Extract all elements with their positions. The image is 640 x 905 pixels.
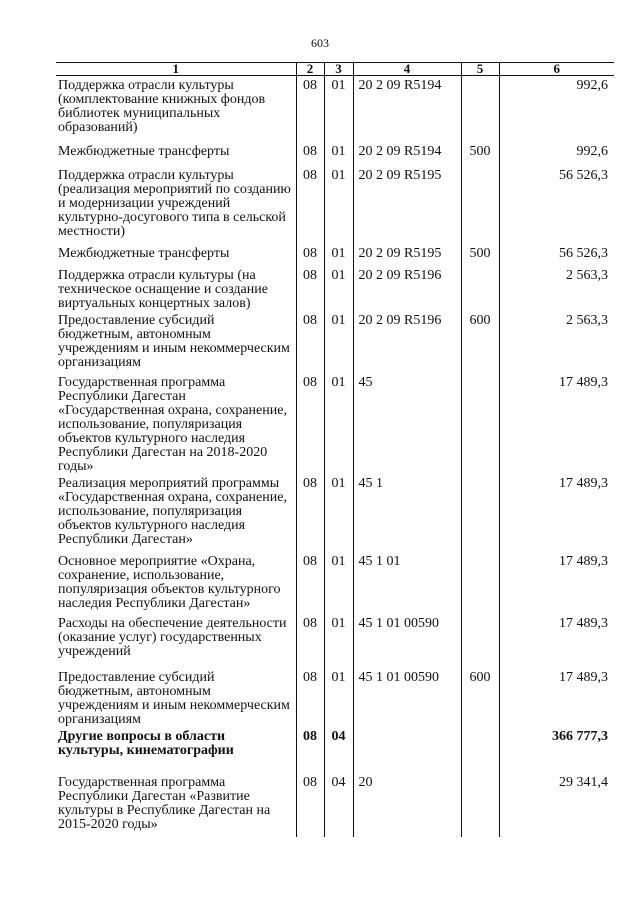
header-col-5: 5 bbox=[461, 63, 499, 76]
row-section-code: 08 bbox=[296, 266, 324, 311]
row-amount: 29 341,4 bbox=[499, 773, 614, 837]
table-row bbox=[56, 142, 614, 166]
row-section-code: 08 bbox=[296, 311, 324, 373]
row-name: Предоставление субсидий бюджетным, автономным учреждениям и иным некоммерческим организациям bbox=[58, 670, 290, 727]
row-subsection-code: 01 bbox=[324, 266, 353, 311]
row-expense-type: 500 bbox=[461, 142, 499, 166]
row-subsection-code: 04 bbox=[324, 727, 353, 773]
row-expense-type bbox=[461, 474, 499, 552]
row-expense-type bbox=[461, 373, 499, 474]
row-expense-type bbox=[461, 773, 499, 837]
row-expense-type bbox=[461, 614, 499, 668]
row-target-article: 45 1 01 00590 bbox=[353, 668, 461, 727]
row-subsection-code: 01 bbox=[324, 614, 353, 668]
row-subsection-code: 01 bbox=[324, 474, 353, 552]
table-body bbox=[56, 76, 614, 838]
row-subsection-code: 01 bbox=[324, 311, 353, 373]
row-expense-type: 600 bbox=[461, 668, 499, 727]
row-section-code: 08 bbox=[296, 166, 324, 244]
row-name: Поддержка отрасли культуры (реализация мероприятий по созданию и модернизации учреждений культурно-досугового типа в сельской местности) bbox=[58, 168, 291, 239]
row-amount: 17 489,3 bbox=[499, 668, 614, 727]
row-section-code: 08 bbox=[296, 142, 324, 166]
row-target-article: 20 2 09 R5195 bbox=[353, 244, 461, 266]
header-row bbox=[56, 63, 614, 76]
row-subsection-code: 01 bbox=[324, 668, 353, 727]
row-name: Основное мероприятие «Охрана, сохранение, использование, популяризация объектов культурного наследия Республики Дагестан» bbox=[58, 554, 281, 611]
row-amount: 56 526,3 bbox=[499, 244, 614, 266]
row-section-code: 08 bbox=[296, 668, 324, 727]
row-name: Межбюджетные трансферты bbox=[58, 144, 230, 159]
row-subsection-code: 01 bbox=[324, 142, 353, 166]
row-amount: 992,6 bbox=[499, 76, 614, 143]
row-amount: 56 526,3 bbox=[499, 166, 614, 244]
row-expense-type bbox=[461, 166, 499, 244]
row-name: Другие вопросы в области культуры, кинематографии bbox=[58, 729, 234, 758]
row-expense-type bbox=[461, 727, 499, 773]
row-amount: 17 489,3 bbox=[499, 614, 614, 668]
row-expense-type bbox=[461, 266, 499, 311]
row-amount: 17 489,3 bbox=[499, 474, 614, 552]
row-target-article: 20 2 09 R5196 bbox=[353, 311, 461, 373]
row-target-article bbox=[353, 727, 461, 773]
row-amount: 17 489,3 bbox=[499, 552, 614, 614]
row-expense-type bbox=[461, 76, 499, 143]
row-target-article: 20 2 09 R5196 bbox=[353, 266, 461, 311]
row-section-code: 08 bbox=[296, 373, 324, 474]
row-amount: 366 777,3 bbox=[499, 727, 614, 773]
row-name: Поддержка отрасли культуры (на техническое оснащение и создание виртуальных концертных залов) bbox=[58, 268, 268, 311]
row-amount: 2 563,3 bbox=[499, 266, 614, 311]
table-row bbox=[56, 727, 614, 773]
table-row bbox=[56, 773, 614, 837]
row-expense-type bbox=[461, 552, 499, 614]
row-subsection-code: 01 bbox=[324, 166, 353, 244]
table-row bbox=[56, 668, 614, 727]
header-col-4: 4 bbox=[353, 63, 461, 76]
row-name: Предоставление субсидий бюджетным, автономным учреждениям и иным некоммерческим организациям bbox=[58, 313, 290, 370]
row-section-code: 08 bbox=[296, 552, 324, 614]
table-row bbox=[56, 552, 614, 614]
row-target-article: 20 2 09 R5194 bbox=[353, 76, 461, 143]
row-name: Межбюджетные трансферты bbox=[58, 246, 230, 261]
row-subsection-code: 04 bbox=[324, 773, 353, 837]
row-name: Государственная программа Республики Дагестан «Развитие культуры в Республике Дагестан на 2015-2020 годы» bbox=[58, 775, 271, 832]
row-target-article: 45 1 01 bbox=[353, 552, 461, 614]
row-section-code: 08 bbox=[296, 76, 324, 143]
row-section-code: 08 bbox=[296, 244, 324, 266]
table-row bbox=[56, 614, 614, 668]
table-row bbox=[56, 244, 614, 266]
row-target-article: 20 2 09 R5195 bbox=[353, 166, 461, 244]
row-section-code: 08 bbox=[296, 727, 324, 773]
row-section-code: 08 bbox=[296, 773, 324, 837]
row-expense-type: 500 bbox=[461, 244, 499, 266]
table-row bbox=[56, 474, 614, 552]
header-col-2: 2 bbox=[296, 63, 324, 76]
table-row bbox=[56, 76, 614, 143]
row-target-article: 45 bbox=[353, 373, 461, 474]
table-row bbox=[56, 266, 614, 311]
table-row bbox=[56, 166, 614, 244]
row-name: Расходы на обеспечение деятельности (оказание услуг) государственных учреждений bbox=[58, 616, 287, 659]
table-row bbox=[56, 373, 614, 474]
row-amount: 2 563,3 bbox=[499, 311, 614, 373]
row-target-article: 20 bbox=[353, 773, 461, 837]
row-amount: 17 489,3 bbox=[499, 373, 614, 474]
budget-table bbox=[56, 62, 614, 837]
row-name: Поддержка отрасли культуры (комплектование книжных фондов библиотек муниципальных образований) bbox=[58, 78, 266, 135]
header-col-3: 3 bbox=[324, 63, 353, 76]
row-name: Реализация мероприятий программы «Государственная охрана, сохранение, использование, популяризация объектов культурного наследия Республики Дагестан» bbox=[58, 476, 287, 547]
row-expense-type: 600 bbox=[461, 311, 499, 373]
header-col-1: 1 bbox=[56, 63, 296, 76]
row-amount: 992,6 bbox=[499, 142, 614, 166]
row-section-code: 08 bbox=[296, 614, 324, 668]
row-subsection-code: 01 bbox=[324, 76, 353, 143]
row-target-article: 45 1 bbox=[353, 474, 461, 552]
row-subsection-code: 01 bbox=[324, 552, 353, 614]
header-col-6: 6 bbox=[499, 63, 614, 76]
row-target-article: 45 1 01 00590 bbox=[353, 614, 461, 668]
row-target-article: 20 2 09 R5194 bbox=[353, 142, 461, 166]
row-section-code: 08 bbox=[296, 474, 324, 552]
row-subsection-code: 01 bbox=[324, 373, 353, 474]
row-name: Государственная программа Республики Дагестан «Государственная охрана, сохранение, использование, популяризация объектов культурного наследия Республики Дагестан на 2018-2020 годы» bbox=[58, 375, 287, 474]
page-number: 603 bbox=[311, 36, 329, 50]
table-row bbox=[56, 311, 614, 373]
row-subsection-code: 01 bbox=[324, 244, 353, 266]
